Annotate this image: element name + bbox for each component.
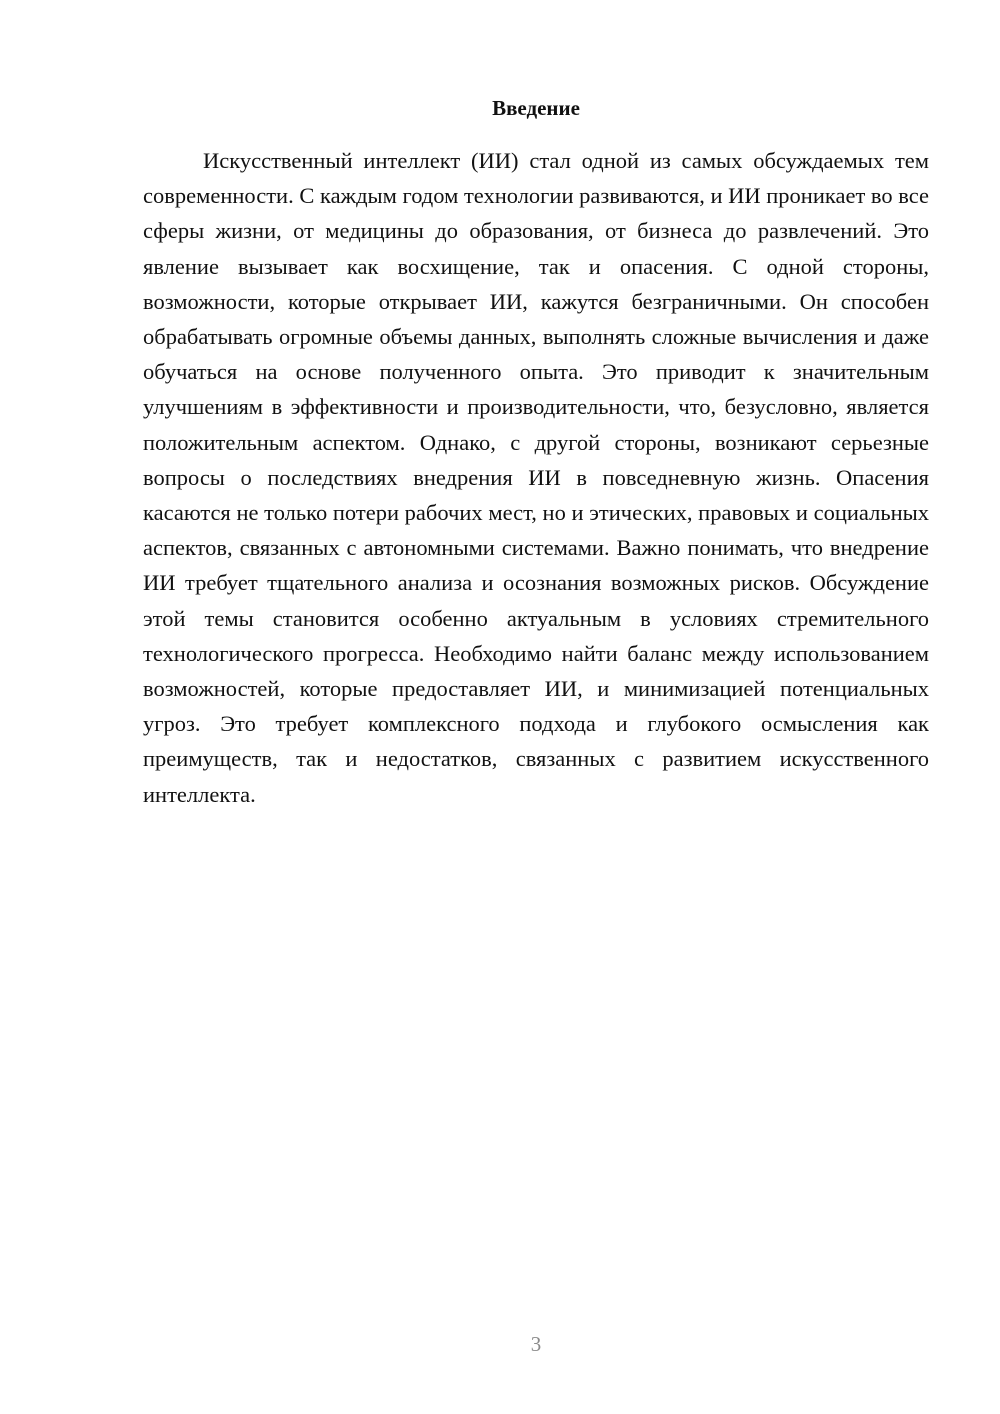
- section-title: Введение: [492, 96, 580, 120]
- introduction-paragraph: Искусственный интеллект (ИИ) стал одной из самых обсуждаемых тем современности. С каждым годом технологии развиваются, и ИИ проникает во все сферы жизни, от медицины до образования, от бизнеса до развлечений. Это явление вызывает как восхищение, так и опасения. С одной стороны, возможности, которые открывает ИИ, кажутся безграничными. Он способен обрабатывать огромные объемы данных, выполнять сложные вычисления и даже обучаться на основе полученного опыта. Это приводит к значительным улучшениям в эффективности и производительности, что, безусловно, является положительным аспектом. Однако, с другой стороны, возникают серьезные вопросы о последствиях внедрения ИИ в повседневную жизнь. Опасения касаются не только потери рабочих мест, но и этических, правовых и социальных аспектов, связанных с автономными системами. Важно понимать, что внедрение ИИ требует тщательного анализа и осознания возможных рисков. Обсуждение этой темы становится особенно актуальным в условиях стремительного технологического прогресса. Необходимо найти баланс между использованием возможностей, которые предоставляет ИИ, и минимизацией потенциальных угроз. Это требует комплексного подхода и глубокого осмысления как преимуществ, так и недостатков, связанных с развитием искусственного интеллекта.: [143, 148, 929, 807]
- page-number: 3: [530, 1332, 542, 1356]
